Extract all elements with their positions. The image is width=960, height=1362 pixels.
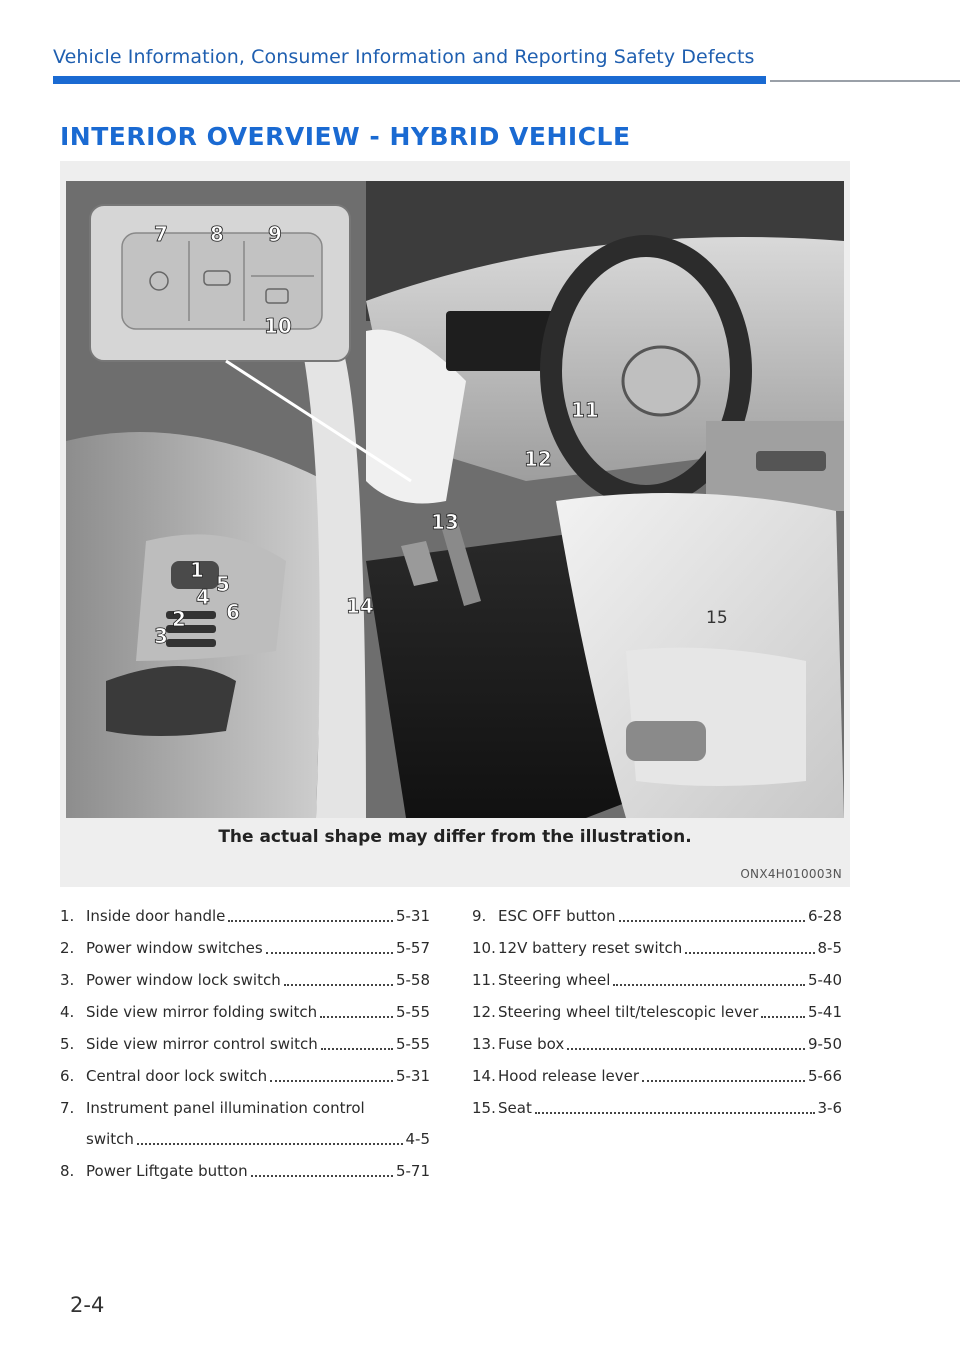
list-item xyxy=(60,1033,430,1055)
leader-dots xyxy=(320,1016,393,1018)
item-page: 5-58 xyxy=(395,971,430,989)
leader-dots xyxy=(228,920,393,922)
item-entry xyxy=(86,1160,430,1182)
console-controls xyxy=(756,451,826,471)
callout-10: 10 xyxy=(264,314,292,338)
item-page: 5-66 xyxy=(807,1067,842,1085)
list-item xyxy=(60,905,430,927)
leader-dots xyxy=(266,952,393,954)
header-divider-line xyxy=(770,80,960,82)
item-number: 6. xyxy=(60,1067,75,1085)
callout-5: 5 xyxy=(216,572,230,596)
list-item xyxy=(60,1001,430,1023)
item-page: 8-5 xyxy=(817,939,842,957)
callout-12: 12 xyxy=(524,447,552,471)
item-entry xyxy=(86,1065,430,1087)
item-entry xyxy=(86,905,430,927)
item-entry xyxy=(86,1001,430,1023)
item-page: 5-57 xyxy=(395,939,430,957)
item-number: 10. xyxy=(472,939,496,957)
item-label: Power Liftgate button xyxy=(86,1162,248,1180)
item-label: Side view mirror folding switch xyxy=(86,1003,318,1021)
item-number: 12. xyxy=(472,1003,496,1021)
leader-dots xyxy=(613,984,805,986)
list-item xyxy=(60,1097,430,1150)
item-label: Hood release lever xyxy=(498,1067,640,1085)
item-number: 15. xyxy=(472,1099,496,1117)
page-number: 2-4 xyxy=(70,1293,105,1317)
item-label: Central door lock switch xyxy=(86,1067,268,1085)
list-item xyxy=(472,1097,842,1119)
leader-dots xyxy=(251,1175,393,1177)
item-label: Side view mirror control switch xyxy=(86,1035,318,1053)
item-entry xyxy=(498,1097,842,1119)
item-label-continued: switch xyxy=(86,1130,134,1148)
item-entry xyxy=(86,1033,430,1055)
item-label: Inside door handle xyxy=(86,907,226,925)
item-label: Steering wheel tilt/telescopic lever xyxy=(498,1003,759,1021)
list-item xyxy=(472,1033,842,1055)
item-entry xyxy=(498,905,842,927)
item-number: 14. xyxy=(472,1067,496,1085)
item-number: 7. xyxy=(60,1099,75,1117)
item-entry xyxy=(498,1033,842,1055)
section-title: INTERIOR OVERVIEW - HYBRID VEHICLE xyxy=(60,122,631,151)
leader-dots xyxy=(685,952,814,954)
item-entry xyxy=(498,1001,842,1023)
callout-15: 15 xyxy=(706,608,728,628)
list-item xyxy=(60,1160,430,1182)
item-number: 13. xyxy=(472,1035,496,1053)
callout-1: 1 xyxy=(190,558,204,582)
callout-3: 3 xyxy=(154,624,168,648)
interior-illustration xyxy=(66,181,844,818)
item-page: 5-55 xyxy=(395,1003,430,1021)
item-label: ESC OFF button xyxy=(498,907,616,925)
item-page: 5-41 xyxy=(807,1003,842,1021)
item-label: Steering wheel xyxy=(498,971,611,989)
steering-hub xyxy=(623,347,699,415)
item-label: 12V battery reset switch xyxy=(498,939,683,957)
header-accent-bar xyxy=(53,76,766,84)
item-label: Fuse box xyxy=(498,1035,565,1053)
list-item xyxy=(472,969,842,991)
item-number: 4. xyxy=(60,1003,75,1021)
list-item xyxy=(60,937,430,959)
item-page: 5-40 xyxy=(807,971,842,989)
callout-11: 11 xyxy=(571,398,599,422)
item-page: 4-5 xyxy=(405,1130,430,1148)
leader-dots xyxy=(535,1112,815,1114)
seat-controls xyxy=(626,721,706,761)
list-item xyxy=(472,937,842,959)
item-page: 5-31 xyxy=(395,1067,430,1085)
item-label: Power window switches xyxy=(86,939,263,957)
leader-dots xyxy=(321,1048,393,1050)
item-page: 5-71 xyxy=(395,1162,430,1180)
item-number: 1. xyxy=(60,907,75,925)
seat-bolster xyxy=(626,648,806,786)
item-entry xyxy=(86,969,430,991)
callout-13: 13 xyxy=(431,510,459,534)
item-entry xyxy=(498,937,842,959)
callout-4: 4 xyxy=(196,585,210,609)
item-label: Power window lock switch xyxy=(86,971,281,989)
item-label-continued-row xyxy=(86,1128,430,1150)
leader-dots xyxy=(619,920,805,922)
list-item xyxy=(472,1001,842,1023)
leader-dots xyxy=(270,1080,393,1082)
list-item xyxy=(60,969,430,991)
figure-caption: The actual shape may differ from the illustration. xyxy=(218,827,692,847)
item-number: 2. xyxy=(60,939,75,957)
item-number: 5. xyxy=(60,1035,75,1053)
item-page: 6-28 xyxy=(807,907,842,925)
instrument-screen xyxy=(446,311,556,371)
item-entry xyxy=(86,1097,430,1150)
callout-2: 2 xyxy=(172,607,186,631)
list-item xyxy=(472,905,842,927)
item-label: Instrument panel illumination control xyxy=(86,1099,365,1117)
callout-8: 8 xyxy=(210,222,224,246)
component-list-left xyxy=(60,905,430,1192)
item-number: 3. xyxy=(60,971,75,989)
item-label: Seat xyxy=(498,1099,532,1117)
leader-dots xyxy=(137,1143,403,1145)
item-number: 11. xyxy=(472,971,496,989)
item-page: 5-55 xyxy=(395,1035,430,1053)
leader-dots xyxy=(284,984,393,986)
item-entry xyxy=(498,1065,842,1087)
callout-9: 9 xyxy=(268,222,282,246)
item-page: 9-50 xyxy=(807,1035,842,1053)
item-entry xyxy=(86,937,430,959)
leader-dots xyxy=(642,1080,805,1082)
figure-code: ONX4H010003N xyxy=(740,867,842,881)
window-switch-3 xyxy=(166,639,216,647)
leader-dots xyxy=(761,1016,805,1018)
callout-7: 7 xyxy=(154,222,168,246)
door-pocket xyxy=(106,666,236,736)
callout-6: 6 xyxy=(226,600,240,624)
list-item xyxy=(472,1065,842,1087)
item-number: 9. xyxy=(472,907,487,925)
item-page: 5-31 xyxy=(395,907,430,925)
figure-box xyxy=(60,161,850,887)
header-title: Vehicle Information, Consumer Information and Reporting Safety Defects xyxy=(53,46,755,68)
component-list-right xyxy=(472,905,842,1129)
list-item xyxy=(60,1065,430,1087)
leader-dots xyxy=(567,1048,805,1050)
item-page: 3-6 xyxy=(817,1099,842,1117)
callout-14: 14 xyxy=(346,594,374,618)
item-number: 8. xyxy=(60,1162,75,1180)
item-entry xyxy=(498,969,842,991)
